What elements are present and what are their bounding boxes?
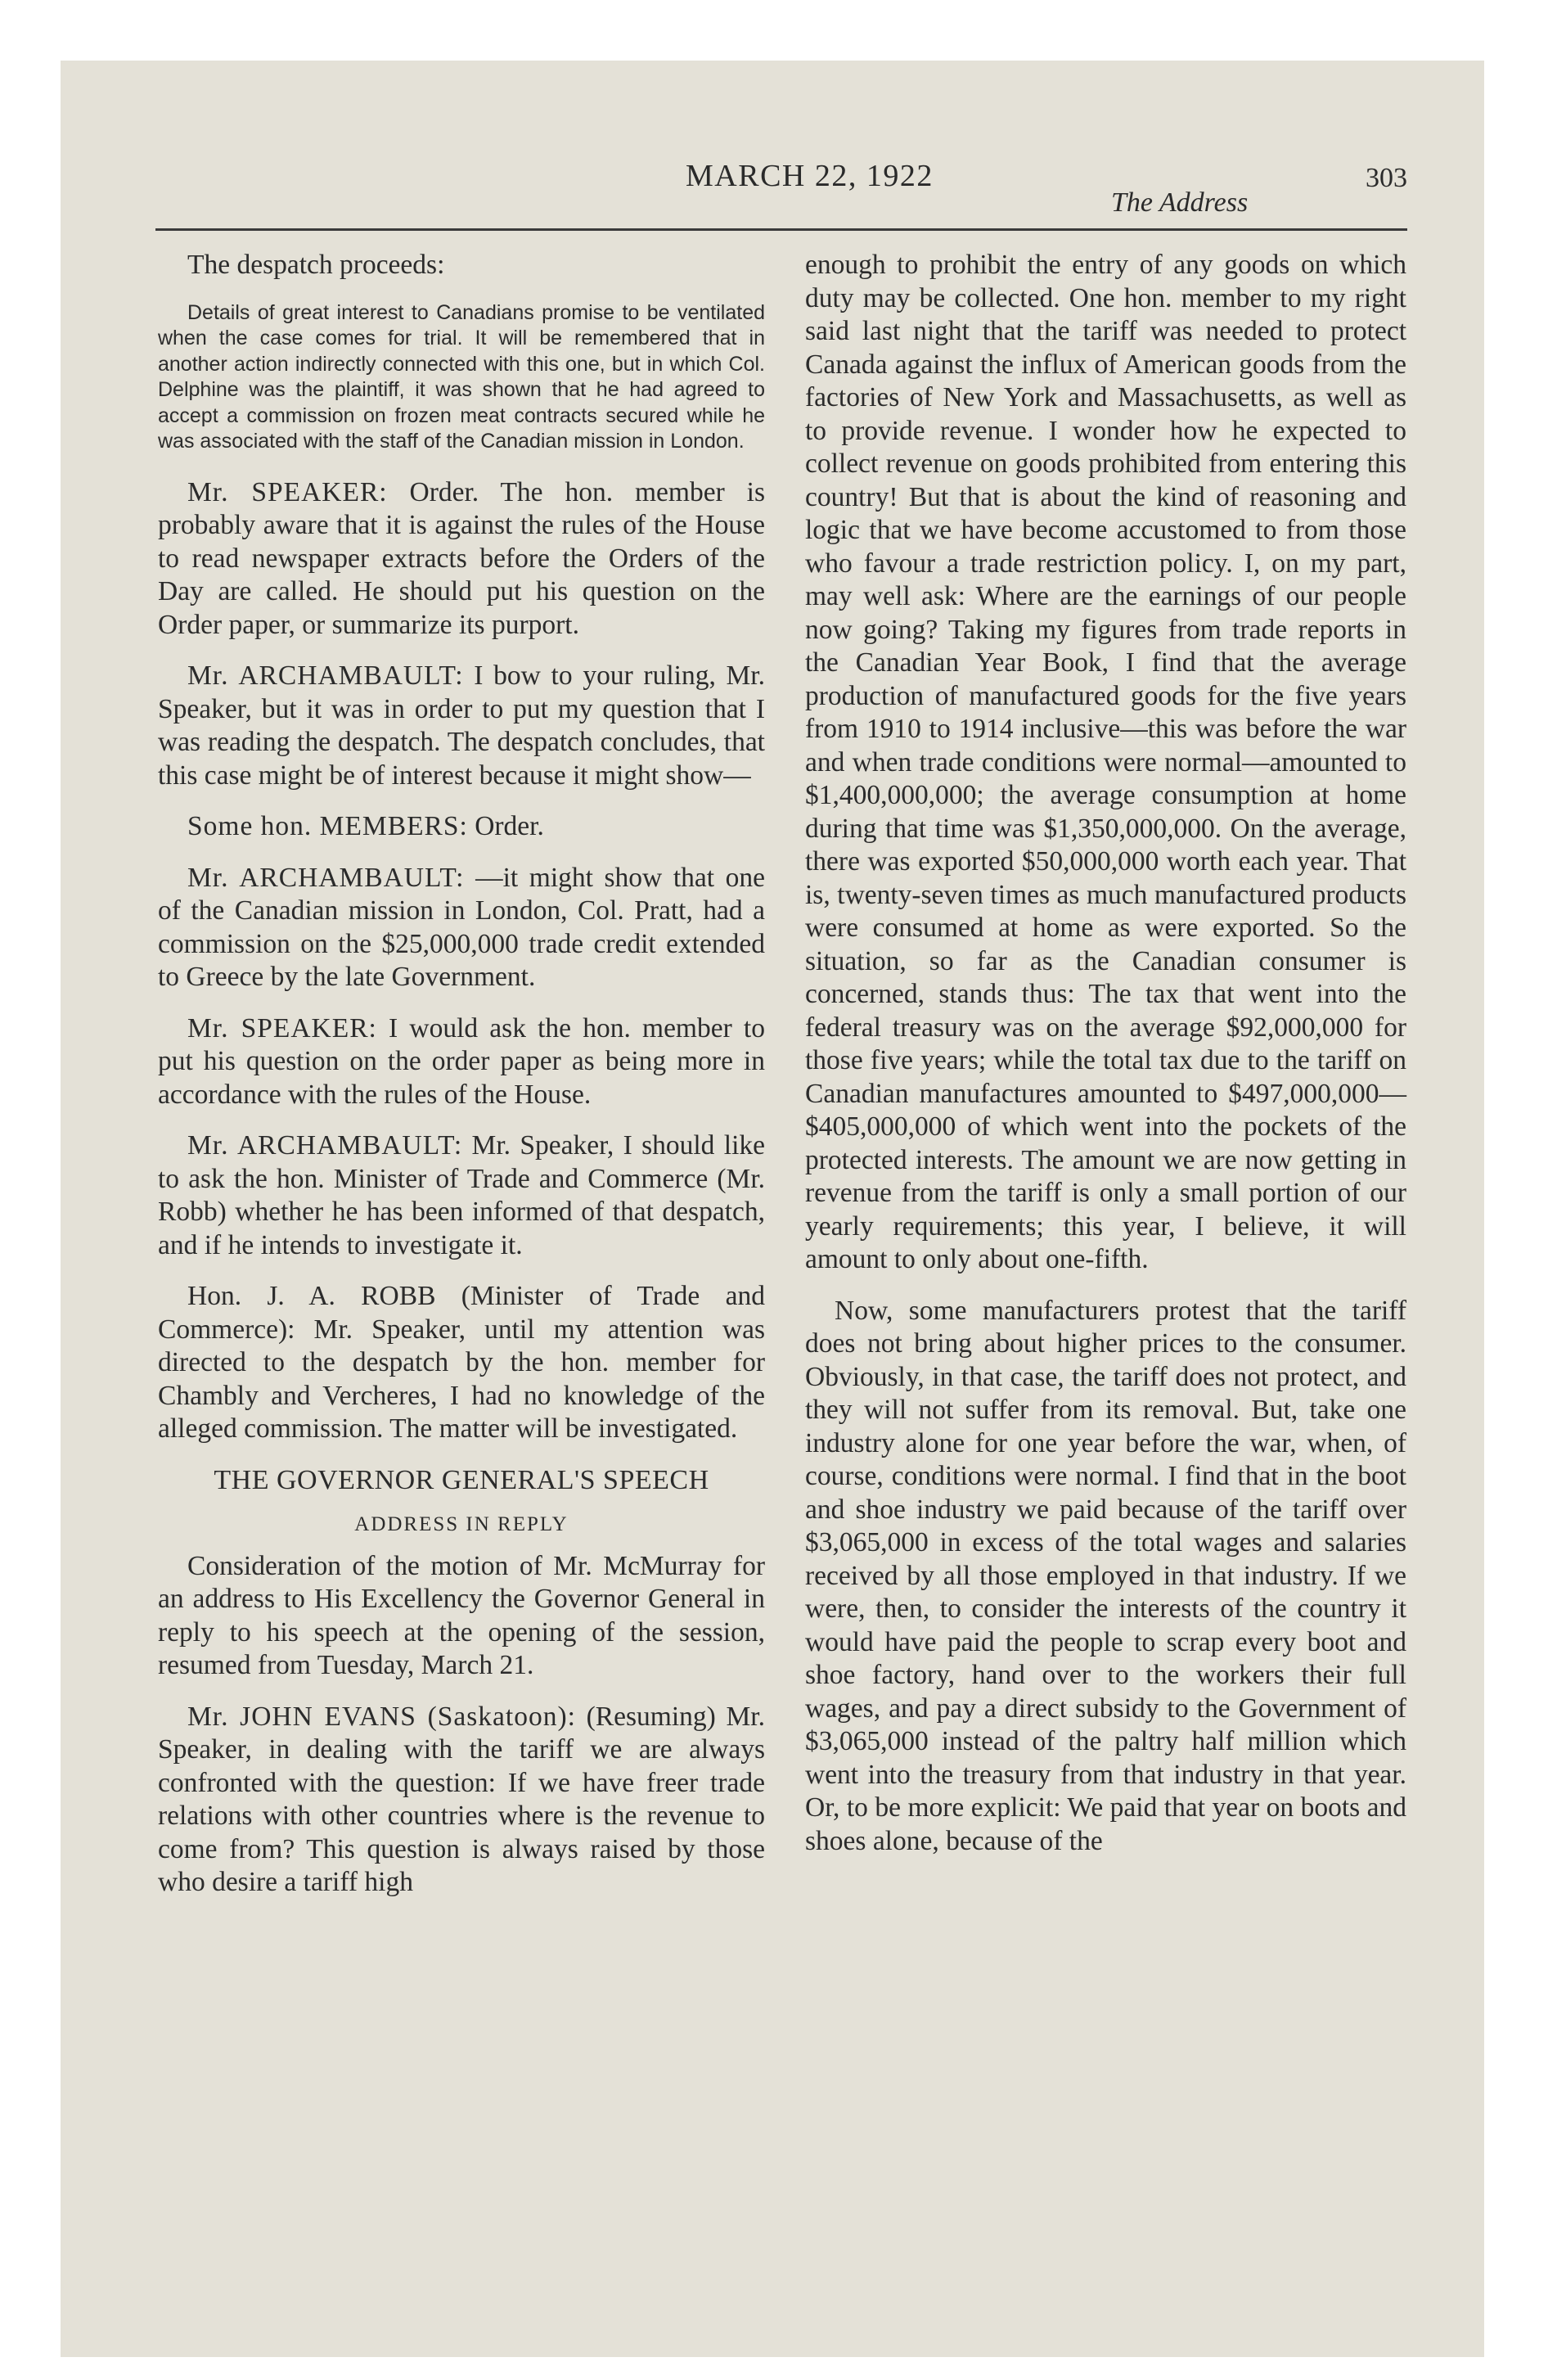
paragraph xyxy=(158,1280,765,1446)
speech-text: Mr. Speaker, I should like to ask the hon. Minister of Trade and Commerce (Mr. Robb) whether he has been informed of that despatch, and if he intends to investigate it. xyxy=(158,1130,765,1260)
speaker-name: Hon. J. A. ROBB (Minister of Trade and Commerce): xyxy=(158,1281,765,1345)
page-number: 303 xyxy=(1366,163,1407,193)
left-column xyxy=(158,249,765,1918)
paragraph: The despatch proceeds: xyxy=(187,250,445,280)
speech-text: (Resuming) Mr. Speaker, in dealing with the tariff we are always confronted with the question: If we have freer trade relations with other countries where is the revenue to come from? This question is always raised by those who desire a tariff high xyxy=(158,1701,765,1897)
speech-text: Order. The hon. member is probably aware that it is against the rules of the House to read newspaper extracts before the Orders of the Day are called. He should put his question on the Order paper, or summarize its purport. xyxy=(158,476,765,640)
section-heading: THE GOVERNOR GENERAL'S SPEECH xyxy=(214,1464,709,1495)
right-column xyxy=(805,249,1406,1876)
speaker-name: Mr. JOHN EVANS (Saskatoon): xyxy=(187,1701,576,1732)
speech-text: I would ask the hon. member to put his question on the order paper as being more in accordance with the rules of the House. xyxy=(158,1012,765,1110)
paragraph: Now, some manufacturers protest that the tariff does not bring about higher prices to the consumer. Obviously, in that case, the tariff does not protect, and they will not suffer from its removal. But, take one industry alone for one year before the war, when, of course, conditions were normal. I find that in the boot and shoe industry we paid because of the tariff over $3,065,000 in excess of the total wages and salaries received by all those employed in that industry. If we were, then, to consider the interests of the country it would have paid the people to scrap every boot and shoe factory, hand over to the workers their full wages, and pay a direct subsidy to the Government of $3,065,000 instead of the paltry half million which went into the treasury from that industry in that year. Or, to be more explicit: We paid that year on boots and shoes alone, because of the xyxy=(805,1295,1406,1856)
paragraph: Consideration of the motion of Mr. McMurray for an address to His Excellency the Governor General in reply to his speech at the opening of the session, resumed from Tuesday, March 21. xyxy=(158,1550,765,1680)
paragraph xyxy=(158,1129,765,1262)
paragraph: enough to prohibit the entry of any goods on which duty may be collected. One hon. member to my right said last night that the tariff was needed to protect Canada against the influx of American goods from the factories of New York and Massachusetts, as well as to provide revenue. I wonder how he expected to collect revenue on goods prohibited from entering this country! But that is about the kind of reasoning and logic that we have become accustomed to from those who favour a trade restriction policy. I, on my part, may well ask: Where are the earnings of our people now going? Taking my figures from trade reports in the Canadian Year Book, I find that the average production of manufactured goods for the five years from 1910 to 1914 inclusive—this was before the war and when trade conditions were normal—amounted to $1,400,000,000; the average consumption at home during that time was $1,350,000,000. On the average, there was exported $50,000,000 worth each year. That is, twenty-seven times as much manufactured products were consumed at home as were exported. So the situation, so far as the Canadian consumer is concerned, stands thus: The tax that went into the federal treasury was on the average $92,000,000 for those five years; while the total tax due to the tariff on Canadian manufactures amounted to $497,000,000—$405,000,000 of which went into the pockets of the protected interests. The amount we are now getting in revenue from the tariff is only a small portion of our yearly requirements; this year, I believe, it will amount to only about one-fifth. xyxy=(805,250,1406,1274)
paragraph xyxy=(158,476,765,642)
speaker-name: Mr. ARCHAMBAULT: xyxy=(187,660,464,691)
paragraph xyxy=(158,810,765,844)
speech-text: —it might show that one of the Canadian mission in London, Col. Pratt, had a commission on the $25,000,000 trade credit extended to Greece by the late Government. xyxy=(158,862,765,992)
speech-text: Mr. Speaker, until my attention was directed to the despatch by the hon. member for Chambly and Vercheres, I had no knowledge of the alleged commission. The matter will be investigated. xyxy=(158,1314,765,1444)
page-header xyxy=(155,151,1407,225)
speech-text: I bow to your ruling, Mr. Speaker, but it was in order to put my question that I was reading the despatch. The despatch concludes, that this case might be of interest because it might show— xyxy=(158,660,765,791)
paragraph xyxy=(158,1701,765,1900)
speaker-name: Mr. ARCHAMBAULT: xyxy=(187,1130,463,1161)
speaker-name: Mr. SPEAKER: xyxy=(187,476,388,507)
speech-text: Order. xyxy=(467,811,544,841)
header-date: MARCH 22, 1922 xyxy=(686,159,934,193)
section-subheading: ADDRESS IN REPLY xyxy=(354,1513,569,1535)
paragraph xyxy=(158,862,765,994)
speaker-name: Mr. SPEAKER: xyxy=(187,1012,377,1044)
header-rule xyxy=(155,228,1407,231)
speaker-name: Mr. ARCHAMBAULT: xyxy=(187,862,465,893)
quoted-despatch: Details of great interest to Canadians promise to be ventilated when the case comes for trial. It will be remembered that in another action indirectly connected with this one, but in which Col. Delphine was the plaintiff, it was shown that he had agreed to accept a commission on frozen meat contracts secured while he was associated with the staff of the Canadian mission in London. xyxy=(158,300,765,453)
paragraph xyxy=(158,660,765,792)
speaker-name: Some hon. MEMBERS: xyxy=(187,811,468,841)
paragraph xyxy=(158,1012,765,1112)
header-section-title: The Address xyxy=(1111,187,1249,218)
